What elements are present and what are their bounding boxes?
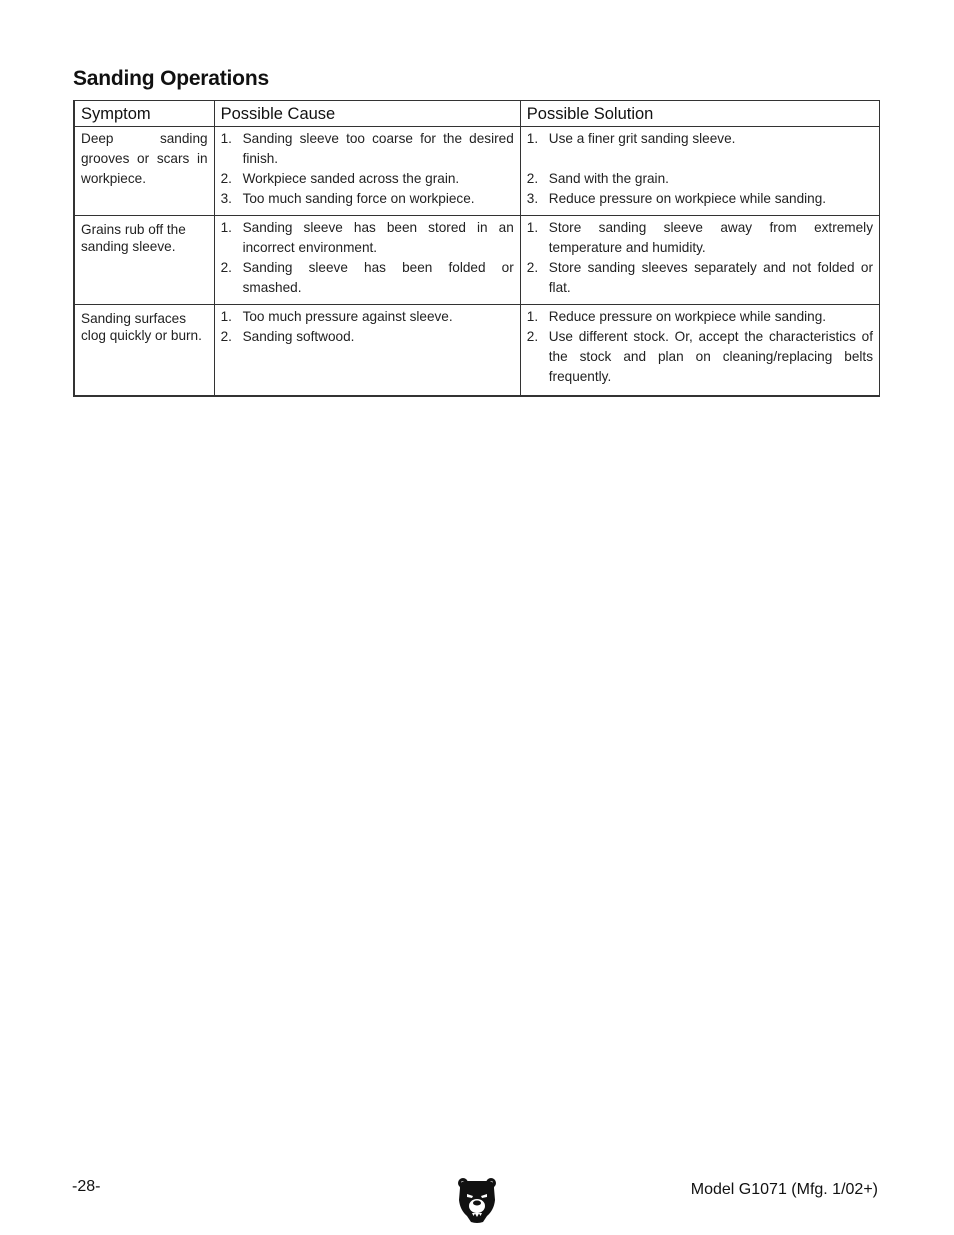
spacer <box>527 149 873 169</box>
item-text: Sanding softwood. <box>242 329 355 344</box>
list-item <box>527 129 873 149</box>
list-item <box>221 218 514 258</box>
item-text: Too much sanding force on workpiece. <box>242 191 475 206</box>
item-number: 3. <box>220 191 232 206</box>
item-text: Sand with the grain. <box>548 171 669 186</box>
header-possible-solution: Possible Solution <box>520 101 879 127</box>
model-info: Model G1071 (Mfg. 1/02+) <box>690 1181 878 1198</box>
item-number: 1. <box>220 131 232 146</box>
item-number: 2. <box>220 171 232 186</box>
item-text: Use a finer grit sanding sleeve. <box>548 131 736 146</box>
list-item <box>527 169 873 189</box>
header-symptom: Symptom <box>74 101 214 127</box>
item-text: Use different stock. Or, accept the characteristics of the stock and plan on cleaning/replacing belts frequently. <box>548 329 873 384</box>
symptom-text: Sanding surfaces clog quickly or burn. <box>81 311 202 343</box>
item-text: Store sanding sleeves separately and not folded or flat. <box>548 260 873 295</box>
item-number: 1. <box>526 220 539 235</box>
header-possible-cause: Possible Cause <box>214 101 520 127</box>
item-number: 1. <box>220 220 232 235</box>
cause-cell <box>214 216 520 305</box>
item-number: 2. <box>526 260 539 275</box>
solution-cell <box>520 127 879 216</box>
list-item <box>221 307 514 327</box>
list-item <box>527 307 873 327</box>
table-row <box>74 216 880 305</box>
item-number: 1. <box>220 309 232 324</box>
item-number: 1. <box>526 309 539 324</box>
item-number: 2. <box>220 260 232 275</box>
list-item <box>221 129 514 169</box>
list-item <box>527 327 873 387</box>
cause-cell <box>214 305 520 397</box>
item-text: Sanding sleeve too coarse for the desired finish. <box>242 131 514 166</box>
symptom-text: Deep sanding grooves or scars in workpiece. <box>81 131 208 186</box>
table-row <box>74 305 880 397</box>
item-number: 2. <box>526 329 539 344</box>
table-header-row <box>74 101 880 127</box>
item-text: Reduce pressure on workpiece while sanding. <box>548 309 827 324</box>
symptom-cell <box>74 305 214 397</box>
list-item <box>221 189 514 209</box>
list-item <box>221 258 514 298</box>
solution-cell <box>520 216 879 305</box>
symptom-text: Grains rub off the sanding sleeve. <box>81 222 186 254</box>
item-text: Sanding sleeve has been stored in an incorrect environment. <box>242 220 514 255</box>
solution-cell <box>520 305 879 397</box>
list-item <box>527 189 873 209</box>
item-number: 2. <box>220 329 232 344</box>
item-number: 1. <box>526 131 539 146</box>
symptom-cell <box>74 127 214 216</box>
list-item <box>221 327 514 347</box>
table-row <box>74 127 880 216</box>
item-number: 3. <box>526 191 539 206</box>
item-number: 2. <box>526 171 539 186</box>
item-text: Reduce pressure on workpiece while sanding. <box>548 191 827 206</box>
troubleshooting-table <box>73 100 880 397</box>
item-text: Store sanding sleeve away from extremely temperature and humidity. <box>548 220 873 255</box>
bear-head-icon <box>456 1176 498 1224</box>
list-item <box>527 218 873 258</box>
item-text: Too much pressure against sleeve. <box>242 309 453 324</box>
item-text: Sanding sleeve has been folded or smashed. <box>242 260 514 295</box>
list-item <box>221 169 514 189</box>
symptom-cell <box>74 216 214 305</box>
cause-cell <box>214 127 520 216</box>
item-text: Workpiece sanded across the grain. <box>242 171 460 186</box>
page-number: -28- <box>72 1178 101 1195</box>
list-item <box>527 258 873 298</box>
section-title: Sanding Operations <box>73 67 269 90</box>
